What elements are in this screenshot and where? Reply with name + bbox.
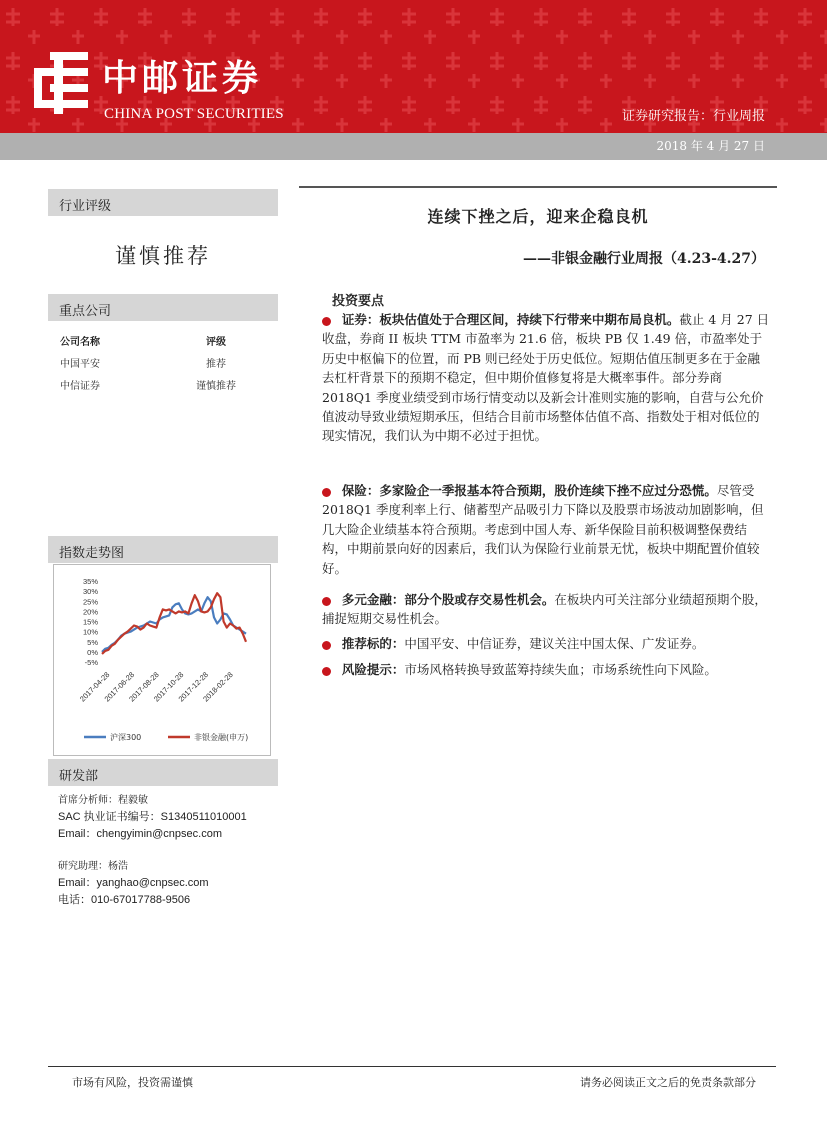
point-text: 在板块内可关注部分业绩超预期个股，捕捉短期交易性机会。 [322, 592, 767, 627]
footer-disclaimer-right: 请务必阅读正文之后的免责条款部分 [580, 1076, 756, 1089]
point-risk [322, 660, 770, 679]
date-bar [0, 133, 827, 160]
company-name: 中信证券 [60, 381, 100, 392]
rating-section-header: 行业评级 [48, 189, 278, 216]
chart-svg [54, 565, 272, 757]
table-header [60, 333, 270, 355]
x-tick-label: 2017-08-28 [127, 670, 161, 704]
sac-number: SAC 执业证书编号：S1340511010001 [58, 811, 247, 823]
x-tick-label: 2017-06-28 [102, 670, 137, 704]
report-subtitle: ——非银金融行业周报（4.23-4.27） [522, 251, 765, 267]
x-tick-label: 2017-04-28 [77, 670, 112, 704]
brand-name-cn: 中邮证券 [102, 57, 263, 99]
y-tick-label: 10% [82, 627, 98, 637]
y-tick-label: 35% [82, 577, 98, 586]
point-title: 风险提示： [341, 662, 405, 677]
point-title: 多元金融：部分个股或存交易性机会。 [341, 592, 555, 607]
research-assistant: 研究助理：杨浩 [58, 861, 128, 872]
footer-disclaimer-left: 市场有风险，投资需谨慎 [72, 1076, 193, 1089]
y-tick-label: 20% [82, 607, 98, 617]
brand-name-en: CHINA POST SECURITIES [104, 106, 284, 122]
x-tick-label: 2017-12-28 [176, 670, 211, 704]
report-title: 连续下挫之后，迎来企稳良机 [427, 207, 649, 226]
legend-label: 非银金融(申万) [194, 733, 249, 742]
point-title: 保险：多家险企一季报基本符合预期，股价连续下挫不应过分恐慌。 [341, 483, 717, 498]
point-title: 推荐标的： [341, 636, 405, 651]
table-row [60, 355, 270, 377]
y-tick-label: 5% [87, 637, 98, 647]
company-rating: 推荐 [206, 359, 226, 370]
industry-rating: 谨慎推荐 [115, 244, 211, 268]
point-recommend [322, 634, 770, 653]
footer-rule [48, 1066, 776, 1067]
report-date: 2018 年 4 月 27 日 [656, 139, 765, 153]
point-securities [322, 310, 770, 446]
point-title: 证券：板块估值处于合理区间，持续下行带来中期布局良机。 [341, 312, 680, 327]
series-line-1 [102, 593, 246, 654]
x-tick-label: 2017-10-28 [151, 670, 186, 704]
y-tick-label: 15% [82, 617, 98, 627]
china-post-logo-icon [30, 50, 92, 116]
assistant-email: Email：yanghao@cnpsec.com [58, 877, 209, 889]
companies-section-header: 重点公司 [48, 294, 278, 321]
company-rating: 谨慎推荐 [196, 381, 236, 392]
point-text: 截止 4 月 27 日收盘，券商 II 板块 TTM 市盈率为 21.6 倍，板块 PB 仅 1.49 倍，市盈率处于历史中枢偏下的位置，而 PB 则已经处于历史低位。短期估值压制更多在于金融去杠杆背景下的预期不稳定，但中期价值修复将是大概率事件。部分券商 2018Q1 季度业绩受到市场行情变动以及新会计准则实施的影响，自营与公允价值波动导致业绩短期承压，但结合目前市场整体估值不高、指数处于相对低位的现实情况，我们认为中期不必过于担忧。 [322, 312, 770, 444]
chief-analyst: 首席分析师：程毅敏 [58, 795, 148, 806]
section-heading: 投资要点 [332, 294, 385, 309]
point-text: 尽管受 2018Q1 季度利率上行、储蓄型产品吸引力下降以及股票市场波动加剧影响，但几大险企业绩基本符合预期。考虑到中国人寿、新华保险目前积极调整保费结构，中期前景向好的因素后，我们认为保险行业前景无忧，板块中期配置价值较好。 [322, 483, 764, 576]
header-banner [0, 0, 827, 133]
y-tick-label: -5% [84, 658, 98, 667]
y-tick-label: 25% [82, 597, 98, 607]
chart-section-header: 指数走势图 [48, 536, 278, 563]
research-section-header: 研发部 [48, 759, 278, 786]
table-row [60, 377, 270, 399]
point-insurance [322, 481, 770, 578]
legend-label: 沪深300 [110, 733, 142, 742]
assistant-phone: 电话：010-67017788-9506 [58, 894, 191, 906]
point-text: 市场风格转换导致蓝筹持续失血；市场系统性向下风险。 [404, 662, 717, 677]
index-trend-chart [53, 564, 271, 756]
y-tick-label: 0% [87, 647, 98, 657]
x-tick-label: 2018-02-28 [201, 670, 235, 704]
analyst-email: Email：chengyimin@cnpsec.com [58, 828, 223, 840]
report-type: 证券研究报告：行业周报 [621, 109, 765, 124]
point-diversified [322, 590, 770, 629]
company-name: 中国平安 [60, 359, 100, 370]
col-rating: 评级 [206, 337, 226, 348]
y-tick-label: 30% [82, 587, 98, 597]
company-table [60, 333, 270, 399]
title-rule [299, 186, 777, 188]
col-company-name: 公司名称 [60, 337, 100, 348]
point-text: 中国平安、中信证券，建议关注中国太保、广发证券。 [404, 636, 705, 651]
